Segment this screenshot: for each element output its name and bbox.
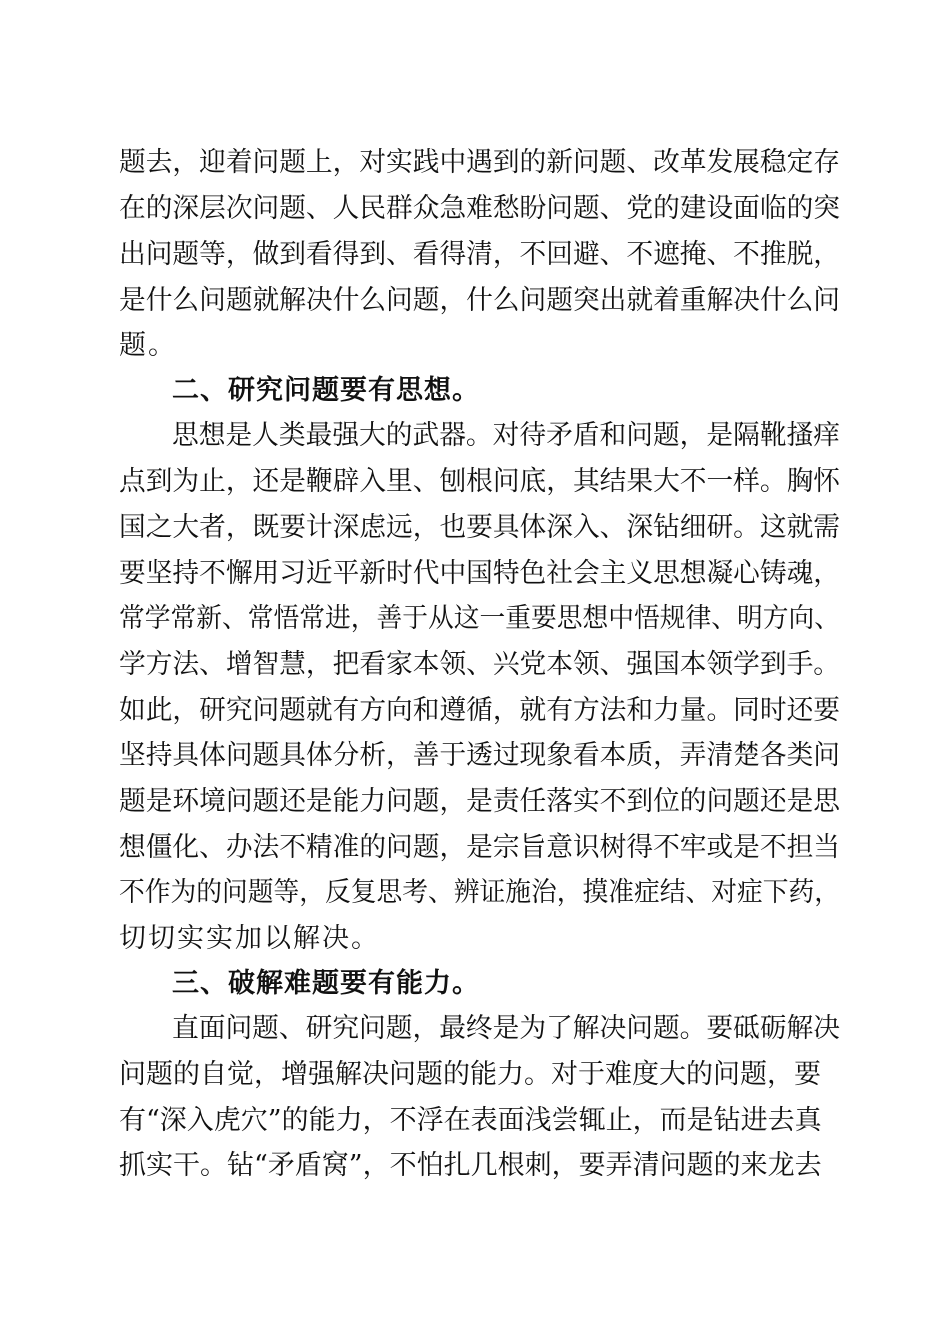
text-line: 想僵化、办法不精准的问题，是宗旨意识树得不牢或是不担当 [119, 832, 840, 863]
text-line: 出问题等，做到看得到、看得清，不回避、不遮掩、不推脱， [119, 239, 840, 270]
text-line: 题是环境问题还是能力问题，是责任落实不到位的问题还是思 [119, 786, 840, 817]
text-line: 在的深层次问题、人民群众急难愁盼问题、党的建设面临的突 [119, 193, 840, 224]
section-heading-3: 三、破解难题要有能力。 [172, 968, 480, 999]
text-line: 学方法、增智慧，把看家本领、兴党本领、强国本领学到手。 [119, 649, 840, 680]
text-line: 切切实实加以解决。 [119, 923, 380, 954]
text-line: 点到为止，还是鞭辟入里、刨根问底，其结果大不一样。胸怀 [119, 466, 840, 497]
text-line: 直面问题、研究问题，最终是为了解决问题。要砥砺解决 [172, 1013, 840, 1044]
text-line: 有“深入虎穴”的能力，不浮在表面浅尝辄止，而是钻进去真 [119, 1105, 822, 1136]
text-line: 国之大者，既要计深虑远，也要具体深入、深钻细研。这就需 [119, 512, 840, 543]
text-line: 如此，研究问题就有方向和遵循，就有方法和力量。同时还要 [119, 695, 840, 726]
text-line: 题去，迎着问题上，对实践中遇到的新问题、改革发展稳定存 [119, 147, 840, 178]
text-line: 题。 [119, 330, 177, 361]
section-heading-2: 二、研究问题要有思想。 [172, 375, 480, 406]
text-line: 常学常新、常悟常进，善于从这一重要思想中悟规律、明方向、 [119, 603, 840, 634]
text-line: 坚持具体问题具体分析，善于透过现象看本质，弄清楚各类问 [119, 740, 840, 771]
text-line: 不作为的问题等，反复思考、辨证施治，摸准症结、对症下药， [119, 877, 840, 908]
text-line: 思想是人类最强大的武器。对待矛盾和问题，是隔靴搔痒 [172, 420, 840, 451]
text-line: 抓实干。钻“矛盾窝”，不怕扎几根刺，要弄清问题的来龙去 [119, 1150, 822, 1181]
text-line: 是什么问题就解决什么问题，什么问题突出就着重解决什么问 [119, 285, 840, 316]
text-line: 要坚持不懈用习近平新时代中国特色社会主义思想凝心铸魂， [119, 558, 840, 589]
text-line: 问题的自觉，增强解决问题的能力。对于难度大的问题，要 [119, 1059, 821, 1090]
